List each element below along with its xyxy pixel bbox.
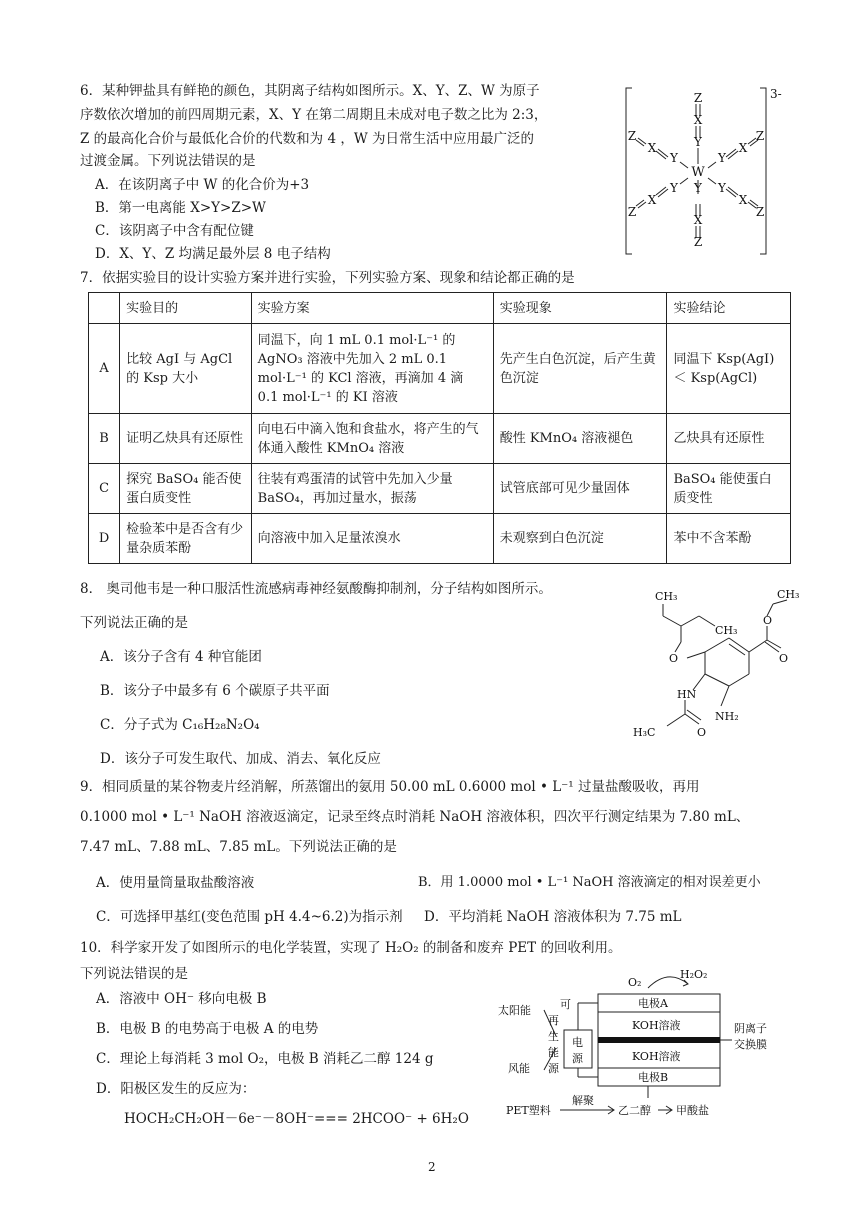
q10-membrane-label: 阴离子	[734, 1022, 767, 1035]
q6-atom-z-bottom: Z	[693, 235, 703, 249]
q8-ester-oxygen: O	[763, 614, 773, 627]
q6-atom-x-ur: X	[738, 141, 748, 155]
q6-stem-line-4: 过渡金属。下列说法错误的是	[80, 153, 256, 169]
q6-atom-x-bottom: X	[693, 213, 703, 227]
table-row	[89, 414, 791, 464]
q10-solar-label: 太阳能	[498, 1004, 531, 1017]
q10-o2-label: O₂	[628, 976, 642, 989]
q7-row-purpose: 比较 AgI 与 AgCl 的 Ksp 大小	[120, 324, 252, 414]
q6-option-b: B．第一电离能 X>Y>Z>W	[95, 200, 266, 216]
q9-option-d: D．平均消耗 NaOH 溶液体积为 7.75 mL	[424, 909, 682, 925]
q6-atom-w-center: W	[691, 165, 705, 180]
q9-option-b: B．用 1.0000 mol • L⁻¹ NaOH 溶液滴定的相对误差更小	[418, 875, 761, 890]
q6-atom-y-ur: Y	[718, 151, 726, 165]
q7-header-cell: 实验现象	[493, 293, 667, 324]
q10-option-c: C．理论上每消耗 3 mol O₂，电极 B 消耗乙二醇 124 g	[96, 1051, 434, 1067]
q6-atom-z-top: Z	[693, 91, 703, 105]
q7-row-purpose: 证明乙炔具有还原性	[120, 414, 252, 464]
q8-option-b: B．该分子中最多有 6 个碳原子共平面	[100, 683, 330, 699]
q9-option-c: C．可选择甲基红(变色范围 pH 4.4~6.2)为指示剂	[96, 909, 403, 925]
q6-atom-z-ur: Z	[755, 129, 765, 143]
q7-row-plan: 同温下，向 1 mL 0.1 mol·L⁻¹ 的 AgNO₃ 溶液中先加入 2 mL 0.1 mol·L⁻¹ 的 KCl 溶液，再滴加 4 滴 0.1 mol·L⁻¹ 的 KI 溶液	[251, 324, 493, 414]
q7-row-conclusion: 同温下 Ksp(AgI) ＜ Ksp(AgCl)	[667, 324, 791, 414]
q7-header-cell	[89, 293, 120, 324]
q7-experiment-table	[88, 292, 791, 564]
q8-option-c: C．分子式为 C₁₆H₂₈N₂O₄	[100, 717, 260, 733]
q7-row-conclusion: BaSO₄ 能使蛋白质变性	[667, 464, 791, 514]
q7-header-cell: 实验方案	[251, 293, 493, 324]
q7-row-plan: 往装有鸡蛋清的试管中先加入少量 BaSO₄，再加过量水，振荡	[251, 464, 493, 514]
q6-ion-charge: 3-	[770, 87, 782, 101]
q6-atom-x-ul: X	[647, 141, 657, 155]
q10-anode-equation: HOCH₂CH₂OH－6e⁻－8OH⁻=== 2HCOO⁻ + 6H₂O	[124, 1111, 469, 1127]
q6-option-a: A．在该阴离子中 W 的化合价为+3	[95, 177, 310, 193]
q7-row-conclusion: 苯中不含苯酚	[667, 514, 791, 564]
q6-atom-x-top: X	[693, 113, 703, 127]
q6-atom-z-ll: Z	[627, 205, 637, 219]
q8-stem: 8． 奥司他韦是一种口服活性流感病毒神经氨酸酶抑制剂，分子结构如图所示。	[80, 581, 552, 597]
q10-renewable-char: 生	[548, 1030, 559, 1043]
q10-h2o2-label: H₂O₂	[680, 968, 708, 981]
q10-power-char: 电	[572, 1036, 583, 1049]
q10-option-d: D．阳极区发生的反应为：	[96, 1081, 256, 1097]
q10-power-char: 源	[572, 1052, 583, 1065]
q6-option-c: C．该阴离子中含有配位键	[95, 223, 254, 239]
q10-anion-exchange-membrane	[598, 1037, 720, 1043]
q6-atom-y-ll: Y	[670, 181, 678, 195]
q9-option-a: A．使用量筒量取盐酸溶液	[96, 875, 255, 891]
q10-electrode-b-label: 电极B	[638, 1071, 669, 1084]
q8-h3c-group: H₃C	[633, 726, 656, 739]
q10-electrode-a-label: 电极A	[638, 997, 668, 1010]
q10-pet-label: PET塑料	[506, 1104, 551, 1117]
q7-stem: 7．依据实验目的设计实验方案并进行实验，下列实验方案、现象和结论都正确的是	[80, 270, 575, 286]
table-row	[89, 464, 791, 514]
q10-option-b: B．电极 B 的电势高于电极 A 的电势	[96, 1021, 319, 1037]
q10-renewable-char: 能	[548, 1046, 559, 1059]
q8-nh2-group: NH₂	[715, 710, 739, 723]
q6-atom-x-ll: X	[647, 193, 657, 207]
q6-stem-line-1: 6．某种钾盐具有鲜艳的颜色，其阴离子结构如图所示。X、Y、Z、W 为原子	[80, 83, 540, 99]
q10-renewable-char: 源	[548, 1062, 559, 1075]
q6-atom-y-bottom: Y	[694, 181, 702, 195]
q8-ch3-b: CH₃	[715, 624, 738, 637]
q6-option-d: D．X、Y、Z 均满足最外层 8 电子结构	[95, 246, 331, 262]
q8-option-d: D．该分子可发生取代、加成、消去、氧化反应	[100, 751, 381, 767]
q7-row-label: B	[89, 414, 120, 464]
q7-row-purpose: 探究 BaSO₄ 能否使蛋白质变性	[120, 464, 252, 514]
q6-atom-z-lr: Z	[755, 205, 765, 219]
q6-stem-line-3: Z 的最高化合价与最低化合价的代数和为 4 ，W 为日常生活中应用最广泛的	[80, 131, 535, 147]
q10-glycol-label: 乙二醇	[618, 1104, 651, 1117]
q7-row-label: A	[89, 324, 120, 414]
q6-stem-line-2: 序数依次增加的前四周期元素，X、Y 在第二周期且未成对电子数之比为 2:3，	[80, 107, 548, 123]
q6-anion-structure-figure	[618, 82, 804, 262]
q6-atom-x-lr: X	[738, 193, 748, 207]
q10-renewable-char: 再	[548, 1014, 559, 1027]
q10-sub: 下列说法错误的是	[80, 966, 188, 982]
page-number: 2	[428, 1160, 436, 1174]
q7-row-label: C	[89, 464, 120, 514]
q8-sub: 下列说法正确的是	[80, 615, 188, 631]
q10-formate-label: 甲酸盐	[676, 1104, 709, 1117]
table-row	[89, 514, 791, 564]
q8-option-a: A．该分子含有 4 种官能团	[100, 649, 262, 665]
q7-table-header-row	[89, 293, 791, 324]
q7-row-label: D	[89, 514, 120, 564]
q8-carbonyl-oxygen: O	[779, 652, 789, 665]
q8-ether-oxygen: O	[669, 652, 679, 665]
q6-atom-y-lr: Y	[718, 181, 726, 195]
q9-line-3: 7.47 mL、7.88 mL、7.85 mL。下列说法正确的是	[80, 839, 397, 855]
q10-renewable-char: 可	[560, 998, 571, 1011]
q7-row-plan: 向溶液中加入足量浓溴水	[251, 514, 493, 564]
q7-row-purpose: 检验苯中是否含有少量杂质苯酚	[120, 514, 252, 564]
q6-atom-z-ul: Z	[627, 129, 637, 143]
q7-row-phenomenon: 酸性 KMnO₄ 溶液褪色	[493, 414, 667, 464]
q7-row-phenomenon: 试管底部可见少量固体	[493, 464, 667, 514]
q10-wind-label: 风能	[508, 1062, 530, 1075]
q6-atom-y-ul: Y	[670, 151, 678, 165]
table-row	[89, 324, 791, 414]
q9-line-2: 0.1000 mol • L⁻¹ NaOH 溶液返滴定，记录至终点时消耗 NaOH 溶液体积，四次平行测定结果为 7.80 mL、	[80, 809, 750, 825]
q7-row-phenomenon: 未观察到白色沉淀	[493, 514, 667, 564]
q7-row-phenomenon: 先产生白色沉淀，后产生黄色沉淀	[493, 324, 667, 414]
q10-depolymerize-label: 解聚	[572, 1094, 594, 1107]
q10-koh-bottom-label: KOH溶液	[632, 1050, 681, 1063]
q8-ch3-a: CH₃	[655, 590, 678, 603]
q6-atom-y-top: Y	[694, 135, 702, 149]
q10-membrane-label: 交换膜	[734, 1038, 767, 1051]
q9-line-1: 9．相同质量的某谷物麦片经消解，所蒸馏出的氨用 50.00 mL 0.6000 mol • L⁻¹ 过量盐酸吸收，再用	[80, 779, 700, 795]
q8-hn-group: HN	[677, 688, 697, 701]
q7-row-plan: 向电石中滴入饱和食盐水，将产生的气体通入酸性 KMnO₄ 溶液	[251, 414, 493, 464]
q8-oseltamivir-structure-figure	[625, 582, 805, 746]
q8-amide-oxygen: O	[697, 726, 707, 739]
q8-ch3-c: CH₃	[777, 588, 800, 601]
q7-header-cell: 实验目的	[120, 293, 252, 324]
q10-option-a: A．溶液中 OH⁻ 移向电极 B	[96, 991, 267, 1007]
q10-koh-top-label: KOH溶液	[632, 1019, 681, 1032]
q10-stem: 10．科学家开发了如图所示的电化学装置，实现了 H₂O₂ 的制备和废弃 PET 的回收利用。	[80, 940, 622, 956]
q7-header-cell: 实验结论	[667, 293, 791, 324]
q10-electrochemical-device-figure	[498, 960, 798, 1122]
q7-row-conclusion: 乙炔具有还原性	[667, 414, 791, 464]
